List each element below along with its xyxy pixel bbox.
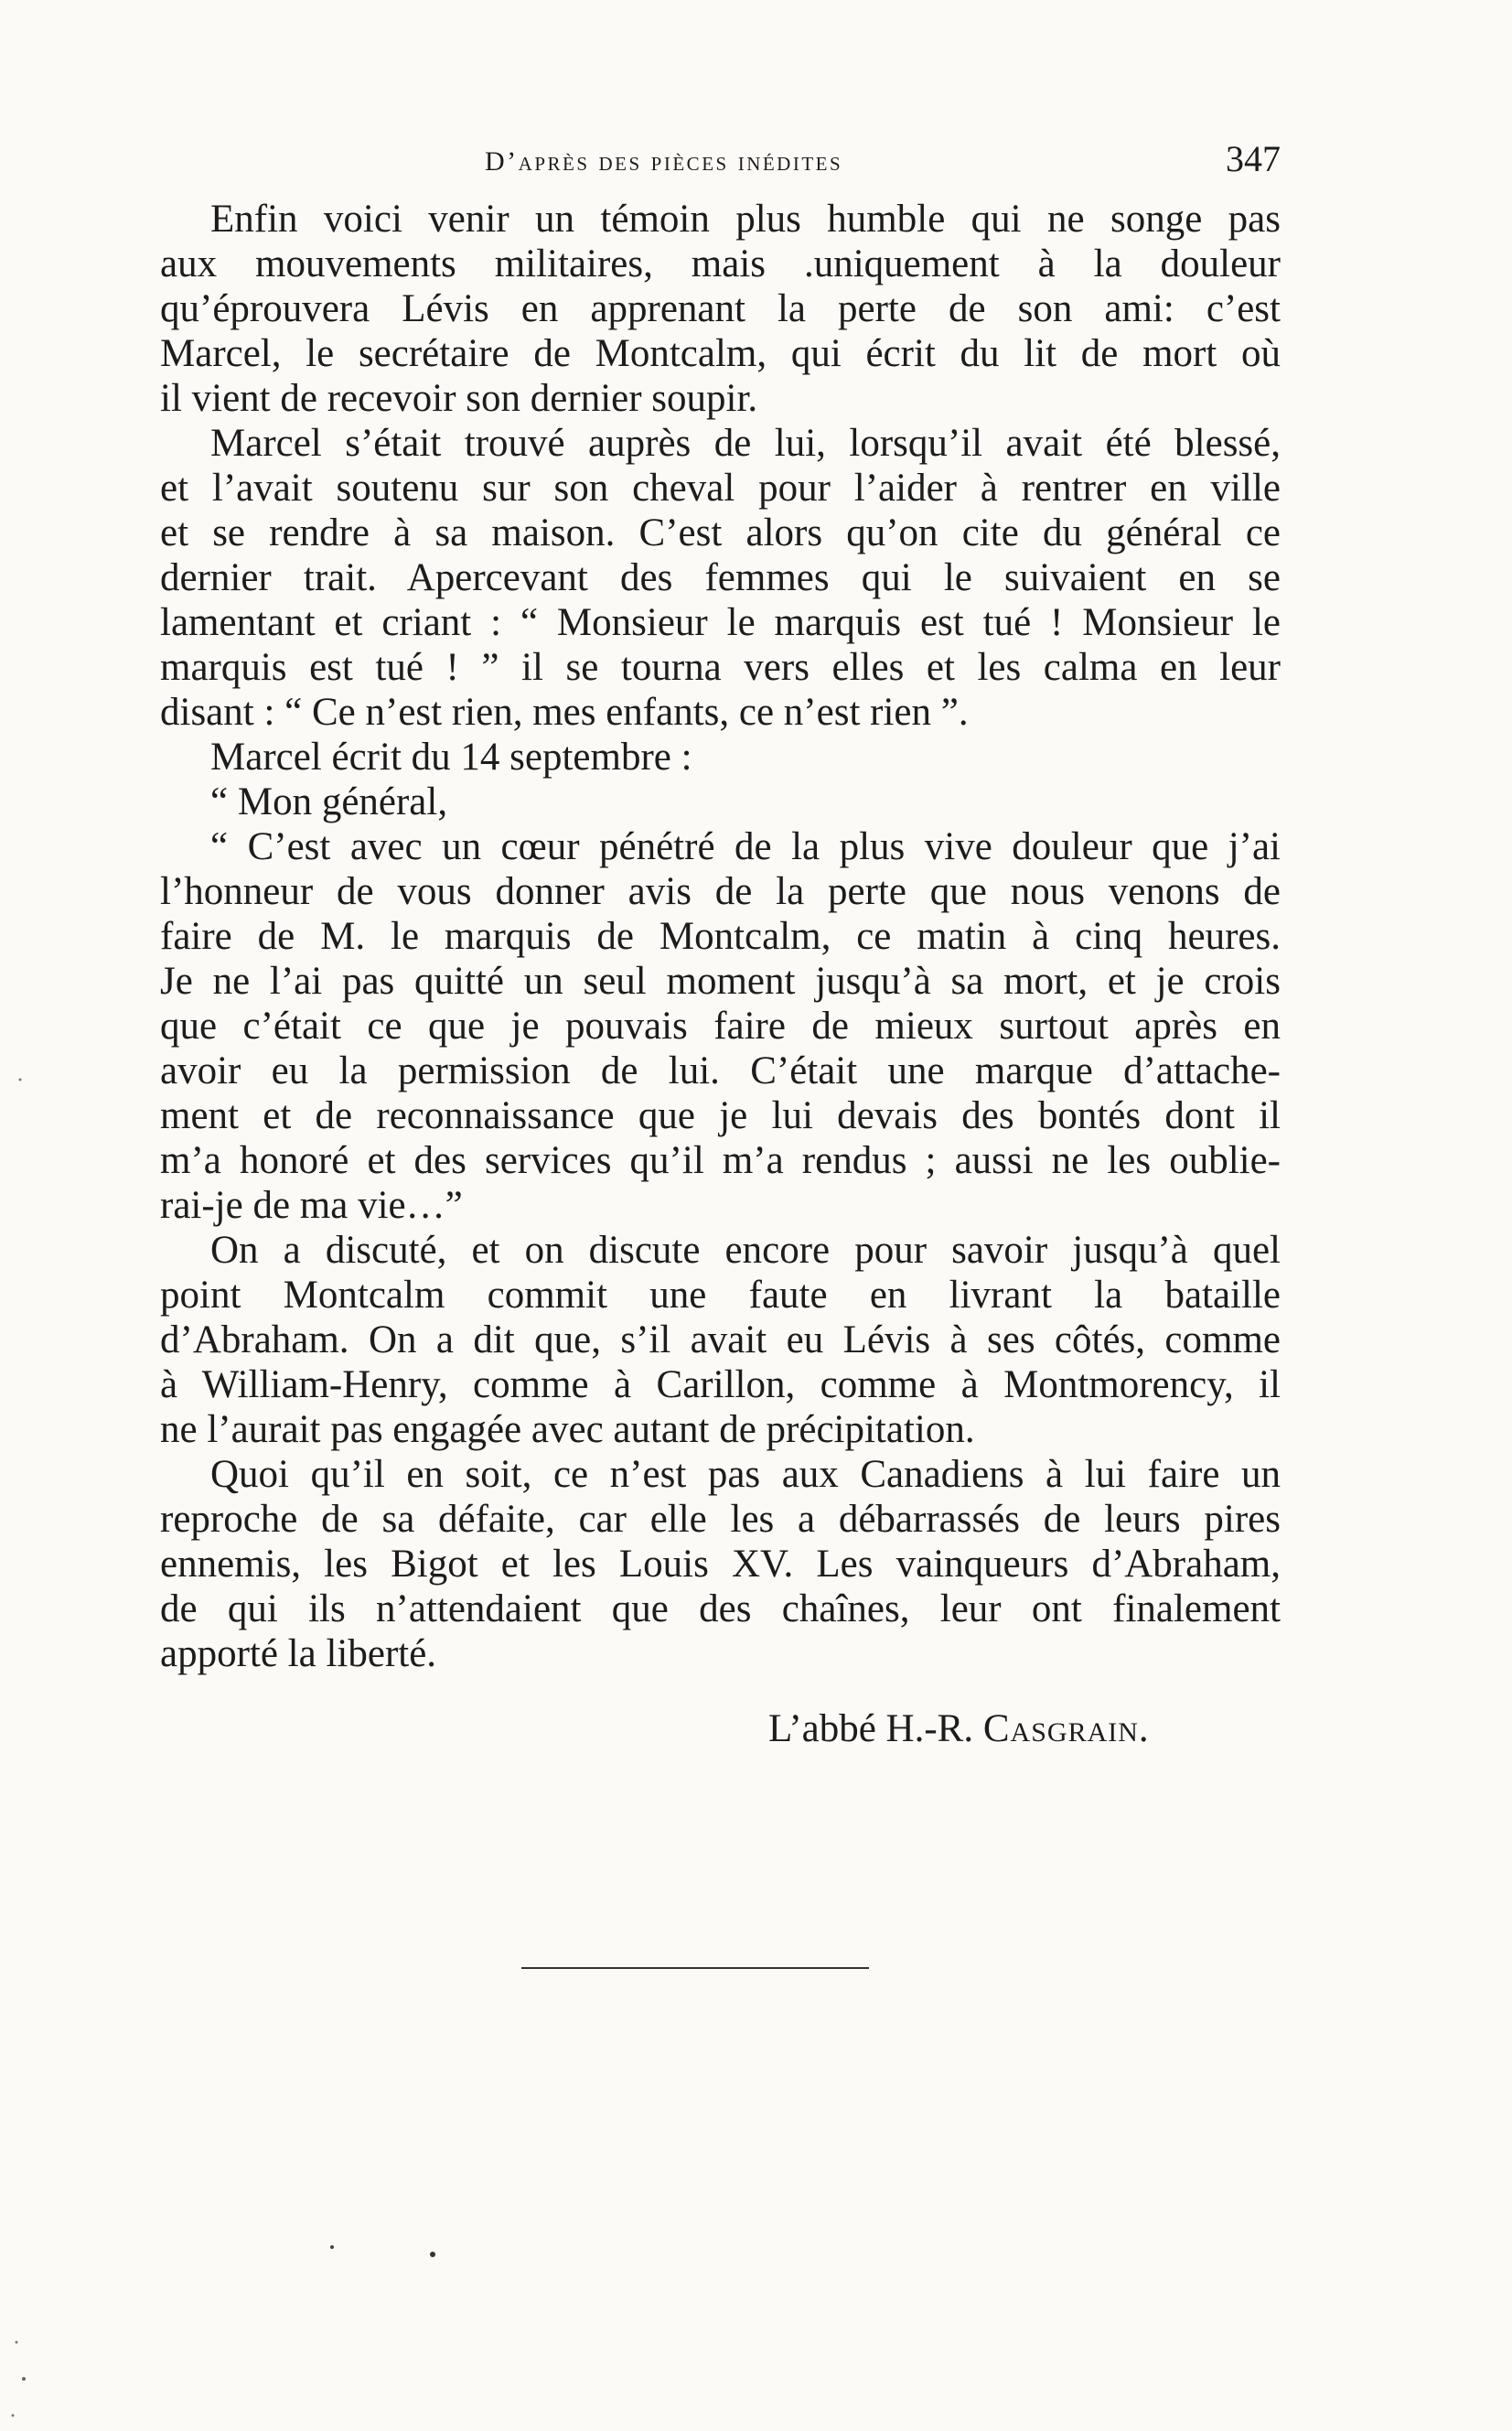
text-line: d’Abraham. On a dit que, s’il avait eu Lévis à ses côtés, comme bbox=[160, 1318, 1281, 1361]
running-title: D’après des pièces inédites bbox=[485, 146, 843, 177]
text-line: Quoi qu’il en soit, ce n’est pas aux Canadiens à lui faire un bbox=[210, 1453, 1281, 1496]
text-line: Marcel écrit du 14 septembre : bbox=[210, 736, 692, 779]
text-line: point Montcalm commit une faute en livrant la bataille bbox=[160, 1274, 1281, 1317]
text-line: aux mouvements militaires, mais .uniquement à la douleur bbox=[160, 242, 1281, 285]
text-line: et se rendre à sa maison. C’est alors qu’on cite du général ce bbox=[160, 511, 1281, 554]
signature-surname: Casgrain. bbox=[982, 1707, 1150, 1750]
text-line: ment et de reconnaissance que je lui devais des bontés dont il bbox=[160, 1094, 1281, 1137]
text-line: ennemis, les Bigot et les Louis XV. Les vainqueurs d’Abraham, bbox=[160, 1543, 1281, 1586]
text-line: Je ne l’ai pas quitté un seul moment jusqu’à sa mort, et je crois bbox=[160, 960, 1281, 1003]
text-line: disant : “ Ce n’est rien, mes enfants, ce n’est rien ”. bbox=[160, 691, 969, 734]
text-line: rai-je de ma vie…” bbox=[160, 1184, 463, 1227]
text-line: Marcel, le secrétaire de Montcalm, qui écrit du lit de mort où bbox=[160, 332, 1281, 375]
text-line: avoir eu la permission de lui. C’était une marque d’attache- bbox=[160, 1049, 1281, 1092]
text-line: faire de M. le marquis de Montcalm, ce matin à cinq heures. bbox=[160, 915, 1281, 958]
text-line: de qui ils n’attendaient que des chaînes, leur ont finalement bbox=[160, 1587, 1281, 1630]
text-line: Enfin voici venir un témoin plus humble qui ne songe pas bbox=[210, 198, 1281, 241]
signature-prefix: L’abbé H.-R. bbox=[768, 1707, 983, 1750]
text-line: il vient de recevoir son dernier soupir. bbox=[160, 377, 758, 420]
text-line: m’a honoré et des services qu’il m’a rendus ; aussi ne les oublie- bbox=[160, 1139, 1281, 1182]
text-line: que c’était ce que je pouvais faire de mieux surtout après en bbox=[160, 1005, 1281, 1048]
text-line: ne l’aurait pas engagée avec autant de précipitation. bbox=[160, 1408, 975, 1451]
text-line: “ Mon général, bbox=[210, 780, 448, 823]
text-line: l’honneur de vous donner avis de la perte que nous venons de bbox=[160, 870, 1281, 913]
text-line: qu’éprouvera Lévis en apprenant la perte de son ami: c’est bbox=[160, 287, 1281, 330]
text-line: marquis est tué ! ” il se tourna vers elles et les calma en leur bbox=[160, 646, 1281, 689]
text-line: dernier trait. Apercevant des femmes qui le suivaient en se bbox=[160, 556, 1281, 599]
text-line: Marcel s’était trouvé auprès de lui, lorsqu’il avait été blessé, bbox=[210, 422, 1281, 465]
text-line: On a discuté, et on discute encore pour savoir jusqu’à quel bbox=[210, 1229, 1281, 1272]
text-line: lamentant et criant : “ Monsieur le marquis est tué ! Monsieur le bbox=[160, 601, 1281, 644]
text-line: reproche de sa défaite, car elle les a débarrassés de leurs pires bbox=[160, 1498, 1281, 1541]
text-line: et l’avait soutenu sur son cheval pour l’aider à rentrer en ville bbox=[160, 467, 1281, 510]
text-line: à William-Henry, comme à Carillon, comme à Montmorency, il bbox=[160, 1363, 1281, 1406]
page-number: 347 bbox=[1226, 138, 1281, 179]
text-line: apporté la liberté. bbox=[160, 1632, 437, 1675]
text-line: “ C’est avec un cœur pénétré de la plus vive douleur que j’ai bbox=[210, 825, 1281, 868]
